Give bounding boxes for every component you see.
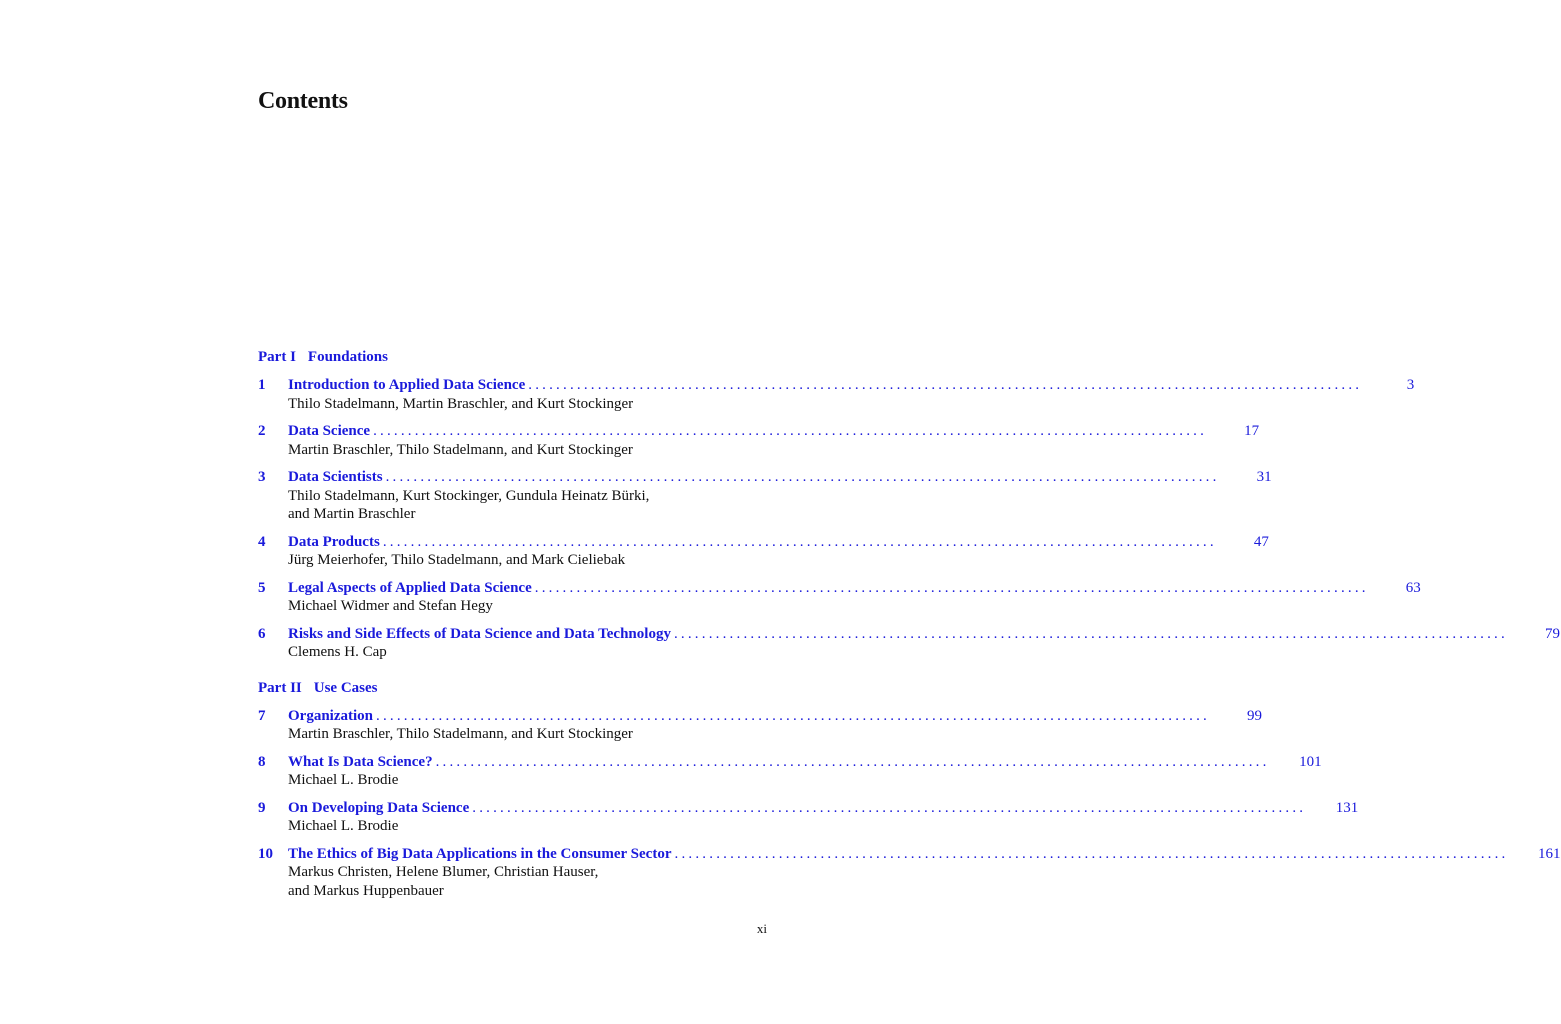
- chapter-authors: [288, 771, 768, 790]
- chapter-title-link[interactable]: Data Science: [288, 423, 371, 439]
- table-of-contents: [258, 348, 1561, 909]
- chapter-number: 7: [258, 707, 266, 724]
- page-number: xi: [756, 921, 767, 936]
- chapter-page-link[interactable]: 79: [1544, 625, 1560, 642]
- author-line: and Martin Braschler: [288, 506, 416, 522]
- chapter-authors: [288, 395, 768, 414]
- chapter-authors: [288, 725, 768, 744]
- chapter-title-link[interactable]: Legal Aspects of Applied Data Science: [288, 579, 532, 596]
- author-line: Thilo Stadelmann, Martin Braschler, and Kurt Stockinger: [288, 395, 634, 412]
- dot-leader: ........................................................................................................................: [673, 625, 1508, 642]
- chapter-page-link[interactable]: 131: [1335, 799, 1359, 816]
- chapter-authors: [288, 643, 768, 662]
- author-line: Markus Christen, Helene Blumer, Christian Hauser,: [288, 864, 599, 880]
- chapter-title-link[interactable]: Risks and Side Effects of Data Science and Data Technology: [288, 625, 671, 642]
- chapter-number: 3: [258, 469, 266, 485]
- chapter-authors: [288, 597, 768, 616]
- chapter-page-link[interactable]: 31: [1256, 469, 1272, 485]
- author-line: Martin Braschler, Thilo Stadelmann, and Kurt Stockinger: [288, 726, 633, 742]
- dot-leader: ........................................................................................................................: [534, 579, 1369, 596]
- chapter-page-link[interactable]: 63: [1405, 579, 1421, 596]
- chapter-title-link[interactable]: On Developing Data Science: [288, 799, 470, 816]
- chapter-page-link[interactable]: 161: [1538, 845, 1561, 862]
- chapter-authors: [288, 487, 768, 524]
- chapter-number: 8: [258, 753, 266, 770]
- part-heading-use-cases[interactable]: [258, 679, 768, 698]
- toc-entry: [258, 422, 1260, 459]
- toc-entry: [258, 468, 1272, 524]
- toc-entry: [258, 799, 1359, 836]
- author-line: Michael L. Brodie: [288, 818, 399, 834]
- chapter-number: 2: [258, 423, 266, 439]
- author-line: Michael L. Brodie: [288, 772, 399, 788]
- chapter-page-link[interactable]: 3: [1406, 377, 1415, 393]
- chapter-number: 4: [258, 533, 266, 550]
- chapter-page-link[interactable]: 17: [1244, 423, 1260, 439]
- dot-leader: ........................................................................................................................: [674, 845, 1509, 862]
- toc-entry: [258, 579, 1421, 616]
- toc-entry: [258, 625, 1560, 662]
- chapter-title-link[interactable]: The Ethics of Big Data Applications in the Consumer Sector: [288, 845, 672, 862]
- toc-entry: [258, 376, 1415, 413]
- dot-leader: ........................................................................................................................: [373, 423, 1208, 439]
- chapter-authors: [288, 441, 768, 460]
- chapter-title-link[interactable]: Data Scientists: [288, 469, 383, 485]
- part-heading-foundations[interactable]: [258, 348, 768, 367]
- page-title: Contents: [258, 88, 348, 114]
- author-line: Michael Widmer and Stefan Hegy: [288, 598, 493, 614]
- chapter-number: 9: [258, 799, 266, 816]
- toc-entry: [258, 533, 1269, 570]
- chapter-title-link[interactable]: Introduction to Applied Data Science: [288, 377, 526, 393]
- author-line: Jürg Meierhofer, Thilo Stadelmann, and Mark Cieliebak: [288, 552, 626, 568]
- author-line: Martin Braschler, Thilo Stadelmann, and Kurt Stockinger: [288, 441, 633, 458]
- chapter-number: 10: [258, 845, 273, 862]
- dot-leader: ........................................................................................................................: [472, 799, 1307, 816]
- author-line: and Markus Huppenbauer: [288, 882, 444, 899]
- part-label: Part II: [258, 679, 302, 696]
- part-title: Use Cases: [313, 679, 378, 696]
- dot-leader: ........................................................................................................................: [435, 753, 1270, 770]
- part-title: Foundations: [307, 349, 388, 365]
- toc-entry: [258, 845, 1561, 901]
- chapter-title-link[interactable]: Data Products: [288, 533, 380, 550]
- toc-entry: [258, 753, 1322, 790]
- chapter-page-link[interactable]: 99: [1247, 707, 1262, 724]
- chapter-title-link[interactable]: Organization: [288, 707, 373, 724]
- chapter-number: 1: [258, 377, 266, 393]
- dot-leader: ........................................................................................................................: [376, 707, 1210, 724]
- chapter-page-link[interactable]: 101: [1299, 753, 1322, 770]
- chapter-number: 6: [258, 625, 266, 642]
- author-line: Thilo Stadelmann, Kurt Stockinger, Gundula Heinatz Bürki,: [288, 487, 650, 504]
- part-label: Part I: [258, 349, 296, 365]
- toc-entry: [258, 707, 1262, 744]
- chapter-number: 5: [258, 579, 266, 596]
- chapter-page-link[interactable]: 47: [1253, 533, 1269, 550]
- dot-leader: ........................................................................................................................: [528, 377, 1363, 393]
- chapter-authors: [288, 551, 768, 570]
- chapter-authors: [288, 817, 768, 836]
- author-line: Clemens H. Cap: [288, 644, 387, 660]
- chapter-title-link[interactable]: What Is Data Science?: [288, 753, 433, 770]
- chapter-authors: [288, 863, 768, 900]
- dot-leader: ........................................................................................................................: [382, 533, 1217, 550]
- dot-leader: ........................................................................................................................: [385, 469, 1220, 485]
